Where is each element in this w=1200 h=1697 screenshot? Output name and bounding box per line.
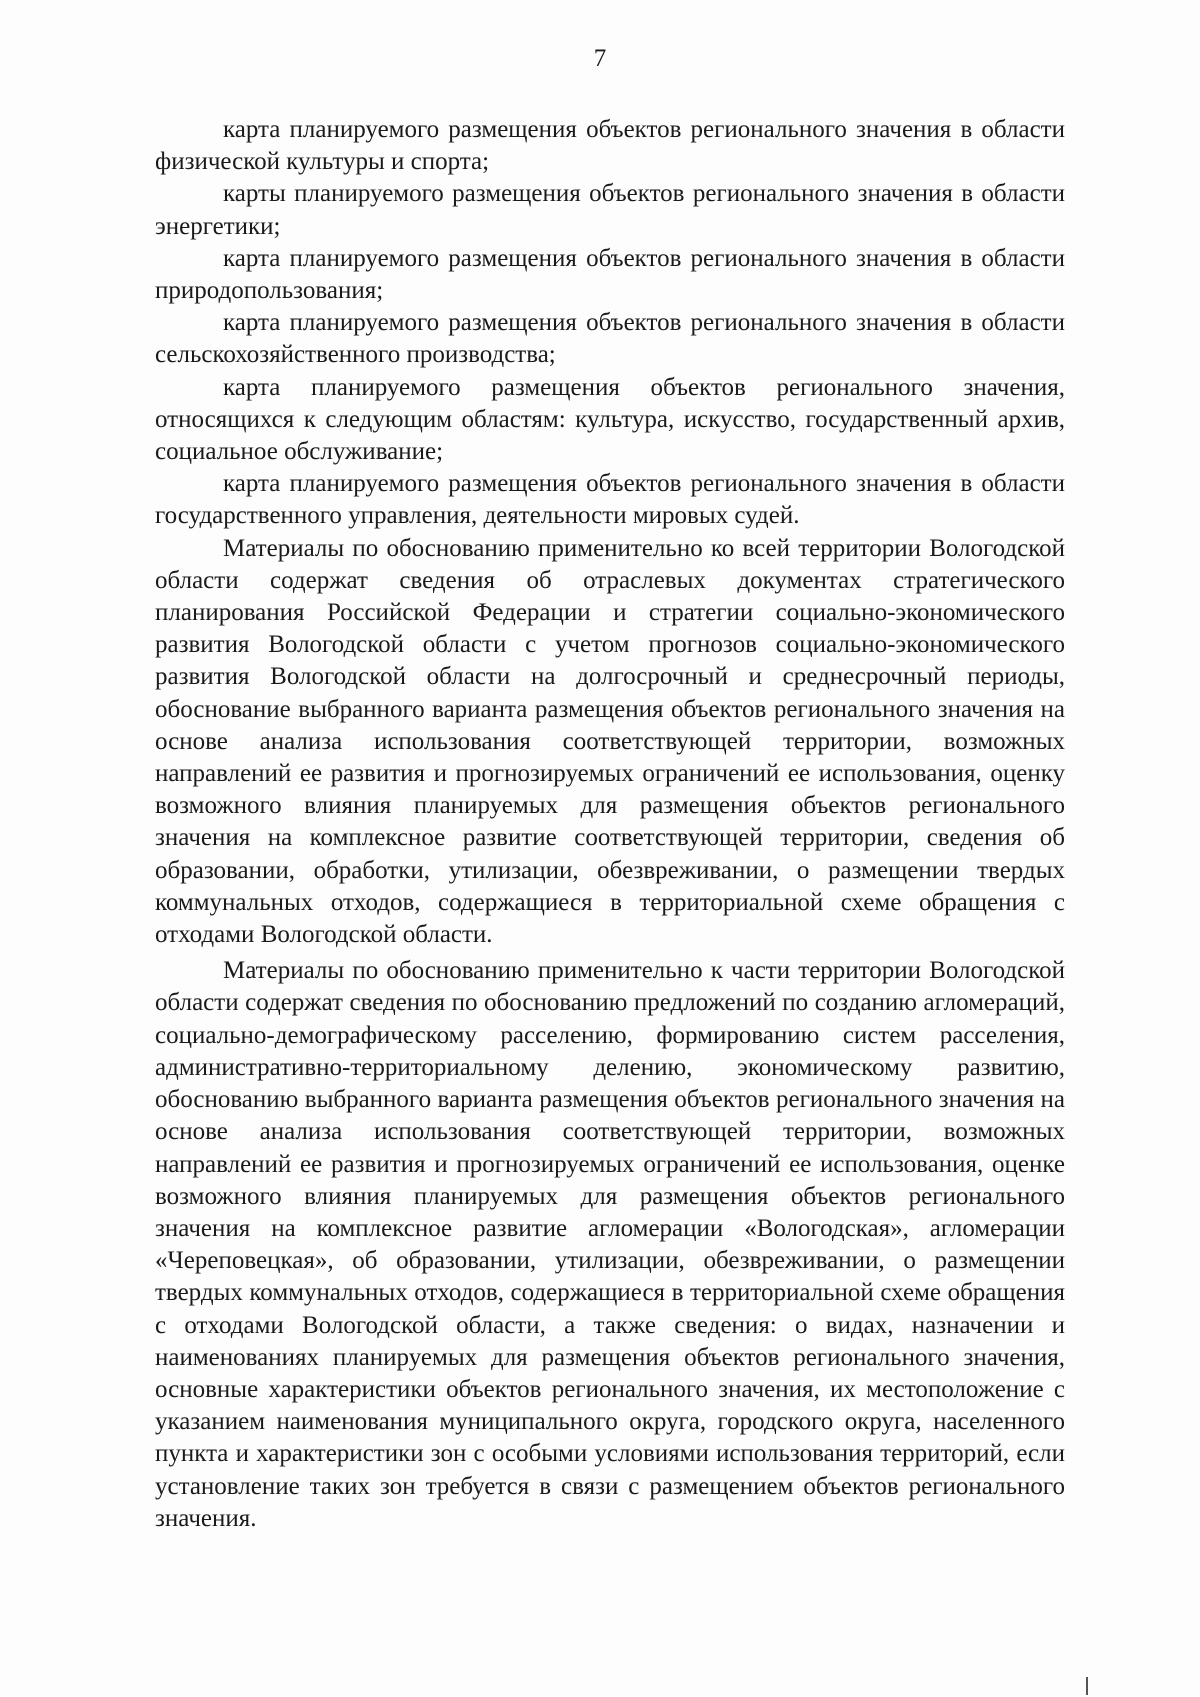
list-item-energy-maps: карты планируемого размещения объектов регионального значения в области энергетики; [155, 180, 1065, 240]
list-item-sport-map: карта планируемого размещения объектов регионального значения в области физической культуры и спорта; [155, 116, 1065, 176]
scan-edge-mark [1086, 1677, 1088, 1695]
list-item-agriculture-map: карта планируемого размещения объектов регионального значения в области сельскохозяйственного производства; [155, 309, 1065, 369]
paragraph-partial-territory-materials: Материалы по обоснованию применительно к части территории Вологодской области содержат сведения по обоснованию предложений по созданию агломераций, социально-демографическому расселению, формированию систем расселения, административно-территориальному делению, экономическому развитию, обоснованию выбранного варианта размещения объектов регионального значения на основе анализа использования соответствующей территории, возможных направлений ее развития и прогнозируемых ограничений ее использования, оценке возможного влияния планируемых для размещения объектов регионального значения на комплексное развитие агломерации «Вологодская», агломерации «Череповецкая», об образовании, утилизации, обезвреживании, о размещении твердых коммунальных отходов, содержащиеся в территориальной схеме обращения с отходами Вологодской области, а также сведения: о видах, назначении и наименованиях планируемых для размещения объектов регионального значения, основные характеристики объектов регионального значения, их местоположение с указанием наименования муниципального округа, городского округа, населенного пункта и характеристики зон с особыми условиями использования территорий, если установление таких зон требуется в связи с размещением объектов регионального значения. [155, 957, 1065, 1532]
paragraph-whole-territory-materials: Материалы по обоснованию применительно ко всей территории Вологодской области содержат сведения об отраслевых документах стратегического планирования Российской Федерации и стратегии социально-экономического развития Вологодской области с учетом прогнозов социально-экономического развития Вологодской области на долгосрочный и среднесрочный периоды, обоснование выбранного варианта размещения объектов регионального значения на основе анализа использования соответствующей территории, возможных направлений ее развития и прогнозируемых ограничений ее использования, оценку возможного влияния планируемых для размещения объектов регионального значения на комплексное развитие соответствующей территории, сведения об образовании, обработки, утилизации, обезвреживании, о размещении твердых коммунальных отходов, содержащиеся в территориальной схеме обращения с отходами Вологодской области. [155, 534, 1065, 949]
list-item-government-map: карта планируемого размещения объектов регионального значения в области государственного управления, деятельности мировых судей. [155, 470, 1065, 530]
list-item-nature-use-map: карта планируемого размещения объектов регионального значения в области природопользования; [155, 244, 1065, 305]
list-item-culture-social-map: карта планируемого размещения объектов регионального значения, относящихся к следующим областям: культура, искусство, государственный архив, социальное обслуживание; [155, 373, 1065, 466]
document-body [155, 114, 1065, 1535]
page-number: 7 [593, 45, 607, 72]
